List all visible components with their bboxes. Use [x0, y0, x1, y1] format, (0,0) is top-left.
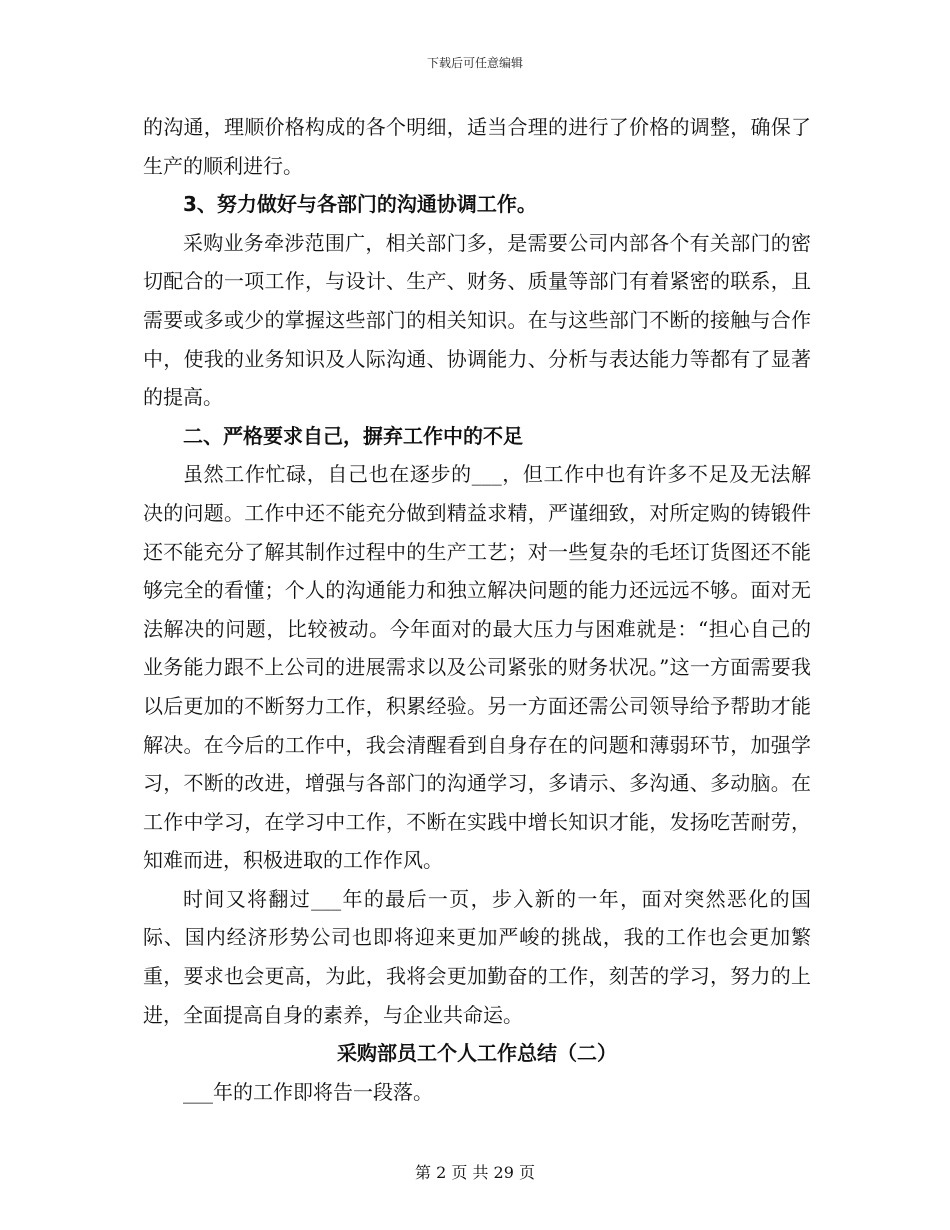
document-body — [143, 108, 811, 1111]
section-heading-3: 3、努力做好与各部门的沟通协调工作。 — [183, 192, 537, 217]
page-number: 第 2 页 共 29 页 — [415, 1163, 535, 1182]
paragraph-shortcomings: 虽然工作忙碌，自己也在逐步的___，但工作中也有许多不足及无法解决的问题。工作中还不能充分做到精益求精，严谨细致，对所定购的铸锻件还不能充分了解其制作过程中的生产工艺；对一些复杂的毛坯订货图还不能够完全的看懂；个人的沟通能力和独立解决问题的能力还远远不够。面对无法解决的问题，比较被动。今年面对的最大压力与困难就是：“担心自己的业务能力跟不上公司的进展需求以及公司紧张的财务状况。”这一方面需要我以后更加的不断努力工作，积累经验。另一方面还需公司领导给予帮助才能解决。在今后的工作中，我会清醒看到自身存在的问题和薄弱环节，加强学习，不断的改进，增强与各部门的沟通学习，多请示、多沟通、多动脑。在工作中学习，在学习中工作，不断在实践中增长知识才能，发扬吃苦耐劳，知难而进，积极进取的工作作风。 — [143, 462, 811, 873]
page-header: 下载后可任意编辑 — [426, 56, 523, 70]
paragraph-opening: ___年的工作即将告一段落。 — [183, 1079, 433, 1104]
paragraph-continuation: 的沟通，理顺价格构成的各个明细，适当合理的进行了价格的调整，确保了生产的顺利进行。 — [143, 115, 811, 178]
document-title-two: 采购部员工个人工作总结（二） — [337, 1041, 617, 1066]
paragraph-communication: 采购业务牵涉范围广，相关部门多，是需要公司内部各个有关部门的密切配合的一项工作，与设计、生产、财务、质量等部门有着紧密的联系，且需要或多或少的掌握这些部门的相关知识。在与这些部门不断的接触与合作中，使我的业务知识及人际沟通、协调能力、分析与表达能力等都有了显著的提高。 — [143, 230, 811, 410]
paragraph-outlook: 时间又将翻过___年的最后一页，步入新的一年，面对突然恶化的国际、国内经济形势公司也即将迎来更加严峻的挑战，我的工作也会更加繁重，要求也会更高，为此，我将会更加勤奋的工作，刻苦的学习，努力的上进，全面提高自身的素养，与企业共命运。 — [143, 886, 811, 1027]
section-heading-two: 二、严格要求自己，摒弃工作中的不足 — [183, 423, 523, 448]
